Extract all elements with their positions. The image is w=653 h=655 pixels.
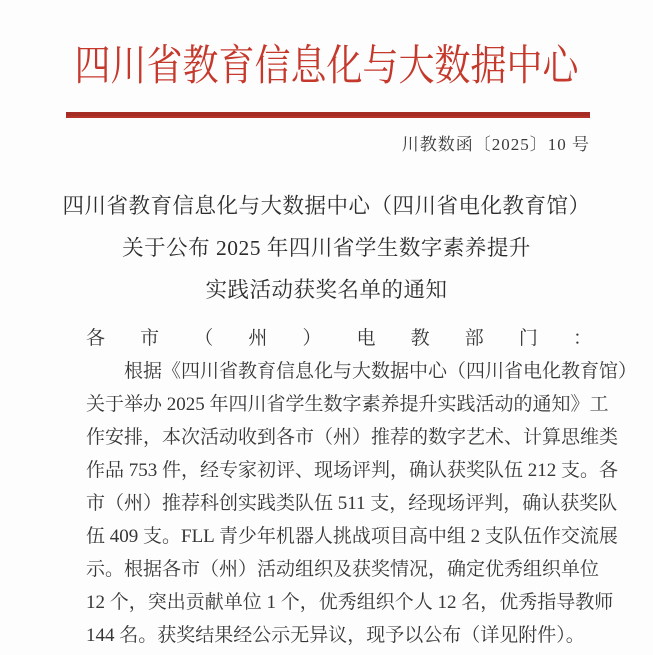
body-line-6: 伍 409 支。FLL 青少年机器人挑战项目高中组 2 支队伍作交流展	[86, 526, 618, 547]
document-title-line-1: 四川省教育信息化与大数据中心（四川省电化教育馆）	[62, 194, 591, 218]
body-line-2: 关于举办 2025 年四川省学生数字素养提升实践活动的通知》工	[86, 394, 609, 415]
document-title-line-3: 实践活动获奖名单的通知	[205, 278, 448, 302]
document-number: 川教数函〔2025〕10 号	[401, 135, 590, 154]
red-separator-rule	[66, 112, 590, 118]
body-line-5: 市（州）推荐科创实践类队伍 511 支，经现场评判，确认获奖队	[86, 493, 618, 514]
letterhead-org-name: 四川省教育信息化与大数据中心	[74, 42, 579, 90]
body-line-9: 144 名。获奖结果经公示无异议，现予以公布（详见附件）。	[86, 625, 585, 646]
body-line-1: 根据《四川省教育信息化与大数据中心（四川省电化教育馆）	[124, 361, 638, 382]
body-line-3: 作安排，本次活动收到各市（州）推荐的数字艺术、计算思维类	[86, 427, 619, 448]
body-line-4: 作品 753 件，经专家初评、现场评判，确认获奖队伍 212 支。各	[86, 460, 619, 481]
document-title-line-2: 关于公布 2025 年四川省学生数字素养提升	[122, 236, 531, 260]
salutation-line: 各市（州）电教部门：	[86, 328, 592, 349]
document-title	[0, 185, 653, 311]
body-line-8: 12 个，突出贡献单位 1 个，优秀组织个人 12 名，优秀指导教师	[86, 592, 614, 613]
document-body	[86, 322, 638, 652]
body-line-7: 示。根据各市（州）活动组织及获奖情况，确定优秀组织单位	[86, 559, 600, 580]
